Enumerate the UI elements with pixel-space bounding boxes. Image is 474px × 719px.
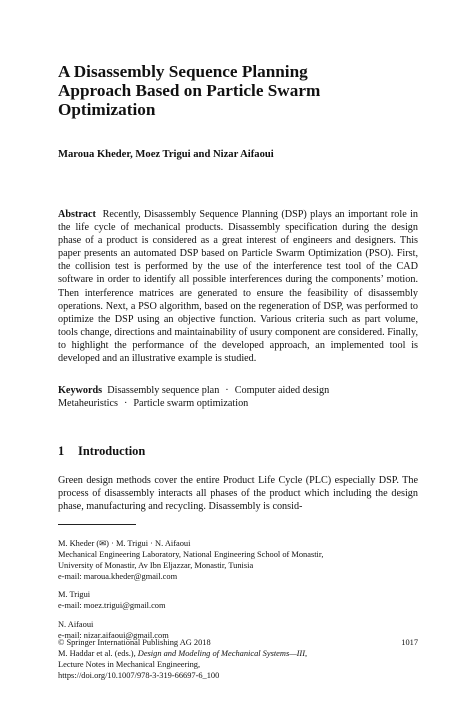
footnote-name-trigui: M. Trigui (58, 590, 91, 600)
author-list: Maroua Kheder, Moez Trigui and Nizar Aifaoui (58, 149, 274, 160)
keyword-separator: · (225, 385, 229, 396)
footnote-block-kheder (58, 538, 418, 582)
series-line: Lecture Notes in Mechanical Engineering, (58, 660, 201, 670)
footnote-affiliation-1: Mechanical Engineering Laboratory, National Engineering School of Monastir, (58, 550, 324, 560)
keyword-separator: · (123, 398, 128, 410)
keywords-line-1 (58, 384, 418, 397)
keyword-item: Particle swarm optimization (133, 398, 249, 410)
citation-punct: , (305, 649, 308, 659)
keywords (58, 384, 418, 410)
footnote-authors: M. Kheder (✉) · M. Trigui · N. Aifaoui (58, 539, 191, 548)
abstract-text: Recently, Disassembly Sequence Planning (DSP) plays an important role in the life cycle of mechanical products. Disassembly specification during the design phase of a product is considered as a great interest of engineers and designers. This paper presents an automated DSP based on Particle Swarm Optimization (PSO). First, the collision test is performed by the use of the interference test tool of the CAD software in order to identify all possible interferences during the components’ motion. Then interference matrices are generated to ensure the feasibility of disassembly operations. Next, a PSO algorithm, based on the regeneration of DSP, was performed to optimize the DSP using an objective function. Various criteria such as part volume, tools change, directions and maintainability of usury component are considered. Finally, to highlight the performance of the developed approach, an implemented tool is developed and an illustrative example is studied. (58, 209, 418, 365)
footnote-block-trigui (58, 589, 418, 611)
footnote-affiliation-2: University of Monastir, Av Ibn Eljazzar, Monastir, Tunisia (58, 561, 254, 571)
title-line-3: Optimization (58, 100, 156, 119)
keyword-item: Disassembly sequence plan (107, 385, 220, 396)
page-number: 1017 (401, 638, 418, 647)
copyright-line: © Springer International Publishing AG 2018 (58, 638, 211, 647)
keywords-line-2 (58, 397, 418, 410)
footnote-email-aifaoui: e-mail: nizar.aifaoui@gmail.com (58, 630, 169, 640)
keyword-item: Computer aided design (234, 385, 330, 396)
copyright-block (58, 637, 418, 681)
author-footnotes (58, 538, 418, 648)
keywords-label: Keywords (58, 385, 103, 396)
citation-line (58, 648, 418, 659)
title-line-1: A Disassembly Sequence Planning (58, 62, 308, 81)
abstract-label: Abstract (58, 209, 96, 220)
section-title-text: Introduction (78, 444, 146, 458)
abstract (58, 208, 418, 365)
paper-title (58, 62, 418, 119)
citation-book-title: Design and Modeling of Mechanical Systems—III (137, 649, 306, 659)
footnote-divider (58, 524, 136, 525)
intro-paragraph: Green design methods cover the entire Product Life Cycle (PLC) especially DSP. The process of disassembly interacts all phases of the product which including the design phase, manufacturing and recycling. Disassembly is consid- (58, 475, 418, 513)
doi-link[interactable]: https://doi.org/10.1007/978-3-319-66697-6_100 (58, 671, 220, 681)
footnote-email-kheder: e-mail: maroua.kheder@gmail.com (58, 572, 178, 582)
footnote-email-trigui: e-mail: moez.trigui@gmail.com (58, 601, 166, 611)
section-heading (58, 444, 145, 459)
section-number: 1 (58, 444, 65, 458)
footnote-name-aifaoui: N. Aifaoui (58, 619, 94, 629)
citation-editors: M. Haddar et al. (eds.), (58, 649, 138, 659)
title-line-2: Approach Based on Particle Swarm (58, 81, 321, 100)
keyword-item: Metaheuristics (58, 398, 118, 410)
